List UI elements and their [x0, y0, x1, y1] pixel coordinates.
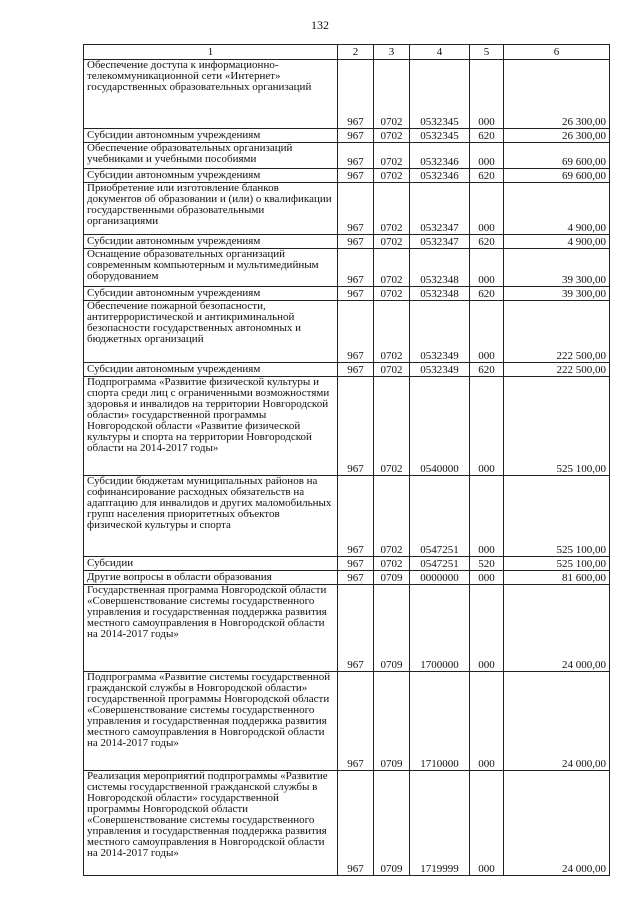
header-cell: 2 [338, 45, 374, 60]
table-row [84, 183, 610, 235]
row-section-cell: 0709 [374, 672, 410, 771]
row-article-cell: 0532349 [410, 301, 470, 363]
row-sum-cell: 525 100,00 [504, 377, 610, 476]
row-type-cell: 620 [470, 363, 504, 377]
table-row [84, 249, 610, 287]
row-type-cell: 000 [470, 771, 504, 876]
row-article-cell: 0540000 [410, 377, 470, 476]
row-grbs-cell: 967 [338, 60, 374, 129]
row-article-cell: 0000000 [410, 571, 470, 585]
row-name-cell: Субсидии автономным учреждениям [84, 363, 338, 377]
row-sum-cell: 26 300,00 [504, 60, 610, 129]
row-article-cell: 0532346 [410, 143, 470, 169]
row-article-cell: 1710000 [410, 672, 470, 771]
table-row [84, 287, 610, 301]
row-name-cell: Обеспечение доступа к информационно-телекоммуникационной сети «Интернет» государственных образовательных организаций [84, 60, 338, 129]
row-type-cell: 000 [470, 571, 504, 585]
header-cell: 5 [470, 45, 504, 60]
row-sum-cell: 24 000,00 [504, 672, 610, 771]
table-row [84, 672, 610, 771]
row-section-cell: 0709 [374, 771, 410, 876]
row-type-cell: 000 [470, 183, 504, 235]
row-section-cell: 0702 [374, 143, 410, 169]
row-name-cell: Субсидии [84, 557, 338, 571]
row-type-cell: 620 [470, 169, 504, 183]
row-sum-cell: 69 600,00 [504, 143, 610, 169]
table-row [84, 143, 610, 169]
row-article-cell: 0532345 [410, 129, 470, 143]
row-article-cell: 1700000 [410, 585, 470, 672]
row-type-cell: 000 [470, 377, 504, 476]
table-row [84, 235, 610, 249]
row-section-cell: 0702 [374, 235, 410, 249]
row-article-cell: 0547251 [410, 476, 470, 557]
row-type-cell: 000 [470, 60, 504, 129]
table-row [84, 363, 610, 377]
table-row [84, 557, 610, 571]
row-type-cell: 620 [470, 235, 504, 249]
row-grbs-cell: 967 [338, 235, 374, 249]
row-sum-cell: 24 000,00 [504, 771, 610, 876]
row-section-cell: 0702 [374, 129, 410, 143]
row-section-cell: 0702 [374, 60, 410, 129]
row-name-cell: Оснащение образовательных организаций современным компьютерным и мультимедийным оборудованием [84, 249, 338, 287]
row-grbs-cell: 967 [338, 377, 374, 476]
row-sum-cell: 81 600,00 [504, 571, 610, 585]
row-article-cell: 0532347 [410, 183, 470, 235]
table-header-row [84, 45, 610, 60]
row-name-cell: Субсидии автономным учреждениям [84, 287, 338, 301]
row-article-cell: 0532349 [410, 363, 470, 377]
row-sum-cell: 222 500,00 [504, 301, 610, 363]
row-section-cell: 0702 [374, 183, 410, 235]
row-sum-cell: 222 500,00 [504, 363, 610, 377]
row-sum-cell: 39 300,00 [504, 249, 610, 287]
row-grbs-cell: 967 [338, 771, 374, 876]
row-article-cell: 0532348 [410, 287, 470, 301]
header-cell: 1 [84, 45, 338, 60]
row-grbs-cell: 967 [338, 183, 374, 235]
table-row [84, 771, 610, 876]
row-section-cell: 0709 [374, 571, 410, 585]
row-type-cell: 000 [470, 249, 504, 287]
row-article-cell: 0547251 [410, 557, 470, 571]
row-section-cell: 0702 [374, 363, 410, 377]
row-type-cell: 000 [470, 585, 504, 672]
page-number: 132 [311, 18, 329, 32]
row-name-cell: Субсидии бюджетам муниципальных районов на софинансирование расходных обязательств на адаптацию для инвалидов и других маломобильных групп населения приоритетных объектов физической культуры и спорта [84, 476, 338, 557]
table-row [84, 571, 610, 585]
row-grbs-cell: 967 [338, 557, 374, 571]
row-sum-cell: 26 300,00 [504, 129, 610, 143]
row-name-cell: Обеспечение образовательных организаций учебниками и учебными пособиями [84, 143, 338, 169]
table-row [84, 60, 610, 129]
row-grbs-cell: 967 [338, 571, 374, 585]
table-row [84, 476, 610, 557]
row-section-cell: 0702 [374, 377, 410, 476]
header-cell: 4 [410, 45, 470, 60]
row-name-cell: Другие вопросы в области образования [84, 571, 338, 585]
row-type-cell: 520 [470, 557, 504, 571]
row-grbs-cell: 967 [338, 672, 374, 771]
row-name-cell: Приобретение или изготовление бланков документов об образовании и (или) о квалификации государственными образовательными организациями [84, 183, 338, 235]
row-name-cell: Субсидии автономным учреждениям [84, 235, 338, 249]
row-section-cell: 0702 [374, 169, 410, 183]
row-article-cell: 0532346 [410, 169, 470, 183]
row-grbs-cell: 967 [338, 287, 374, 301]
table-row [84, 169, 610, 183]
row-type-cell: 620 [470, 287, 504, 301]
row-grbs-cell: 967 [338, 476, 374, 557]
row-grbs-cell: 967 [338, 129, 374, 143]
row-name-cell: Субсидии автономным учреждениям [84, 169, 338, 183]
row-sum-cell: 4 900,00 [504, 183, 610, 235]
table-row [84, 301, 610, 363]
row-type-cell: 000 [470, 672, 504, 771]
row-sum-cell: 525 100,00 [504, 557, 610, 571]
row-sum-cell: 525 100,00 [504, 476, 610, 557]
table-body [84, 60, 610, 876]
row-name-cell: Подпрограмма «Развитие физической культуры и спорта среди лиц с ограниченными возможностями здоровья и инвалидов на территории Новгородской области» государственной программы Новгородской области «Развитие физической культуры и спорта на территории Новгородской области на 2014-2017 годы» [84, 377, 338, 476]
row-section-cell: 0709 [374, 585, 410, 672]
row-grbs-cell: 967 [338, 249, 374, 287]
budget-table [83, 44, 610, 876]
row-name-cell: Субсидии автономным учреждениям [84, 129, 338, 143]
row-grbs-cell: 967 [338, 363, 374, 377]
row-name-cell: Государственная программа Новгородской области «Совершенствование системы государственного управления и государственная поддержка развития местного самоуправления в Новгородской области на 2014-2017 годы» [84, 585, 338, 672]
row-article-cell: 0532345 [410, 60, 470, 129]
row-sum-cell: 39 300,00 [504, 287, 610, 301]
row-article-cell: 1719999 [410, 771, 470, 876]
row-grbs-cell: 967 [338, 169, 374, 183]
row-name-cell: Подпрограмма «Развитие системы государственной гражданской службы в Новгородской области» государственной программы Новгородской области «Совершенствование системы государственного управления и государственная поддержка развития местного самоуправления в Новгородской области на 2014-2017 годы» [84, 672, 338, 771]
row-section-cell: 0702 [374, 557, 410, 571]
row-section-cell: 0702 [374, 476, 410, 557]
row-grbs-cell: 967 [338, 301, 374, 363]
table-row [84, 377, 610, 476]
header-cell: 6 [504, 45, 610, 60]
row-name-cell: Реализация мероприятий подпрограммы «Развитие системы государственной гражданской службы в Новгородской области» государственной программы Новгородской области «Совершенствование системы государственного управления и государственная поддержка развития местного самоуправления в Новгородской области на 2014-2017 годы» [84, 771, 338, 876]
table-row [84, 129, 610, 143]
row-grbs-cell: 967 [338, 585, 374, 672]
row-type-cell: 000 [470, 143, 504, 169]
row-grbs-cell: 967 [338, 143, 374, 169]
table-row [84, 585, 610, 672]
row-name-cell: Обеспечение пожарной безопасности, антитеррористической и антикриминальной безопасности государственных автономных и бюджетных организаций [84, 301, 338, 363]
row-article-cell: 0532347 [410, 235, 470, 249]
row-type-cell: 000 [470, 476, 504, 557]
row-section-cell: 0702 [374, 301, 410, 363]
row-sum-cell: 24 000,00 [504, 585, 610, 672]
row-section-cell: 0702 [374, 249, 410, 287]
row-type-cell: 620 [470, 129, 504, 143]
row-sum-cell: 4 900,00 [504, 235, 610, 249]
row-type-cell: 000 [470, 301, 504, 363]
row-sum-cell: 69 600,00 [504, 169, 610, 183]
row-section-cell: 0702 [374, 287, 410, 301]
row-article-cell: 0532348 [410, 249, 470, 287]
header-cell: 3 [374, 45, 410, 60]
